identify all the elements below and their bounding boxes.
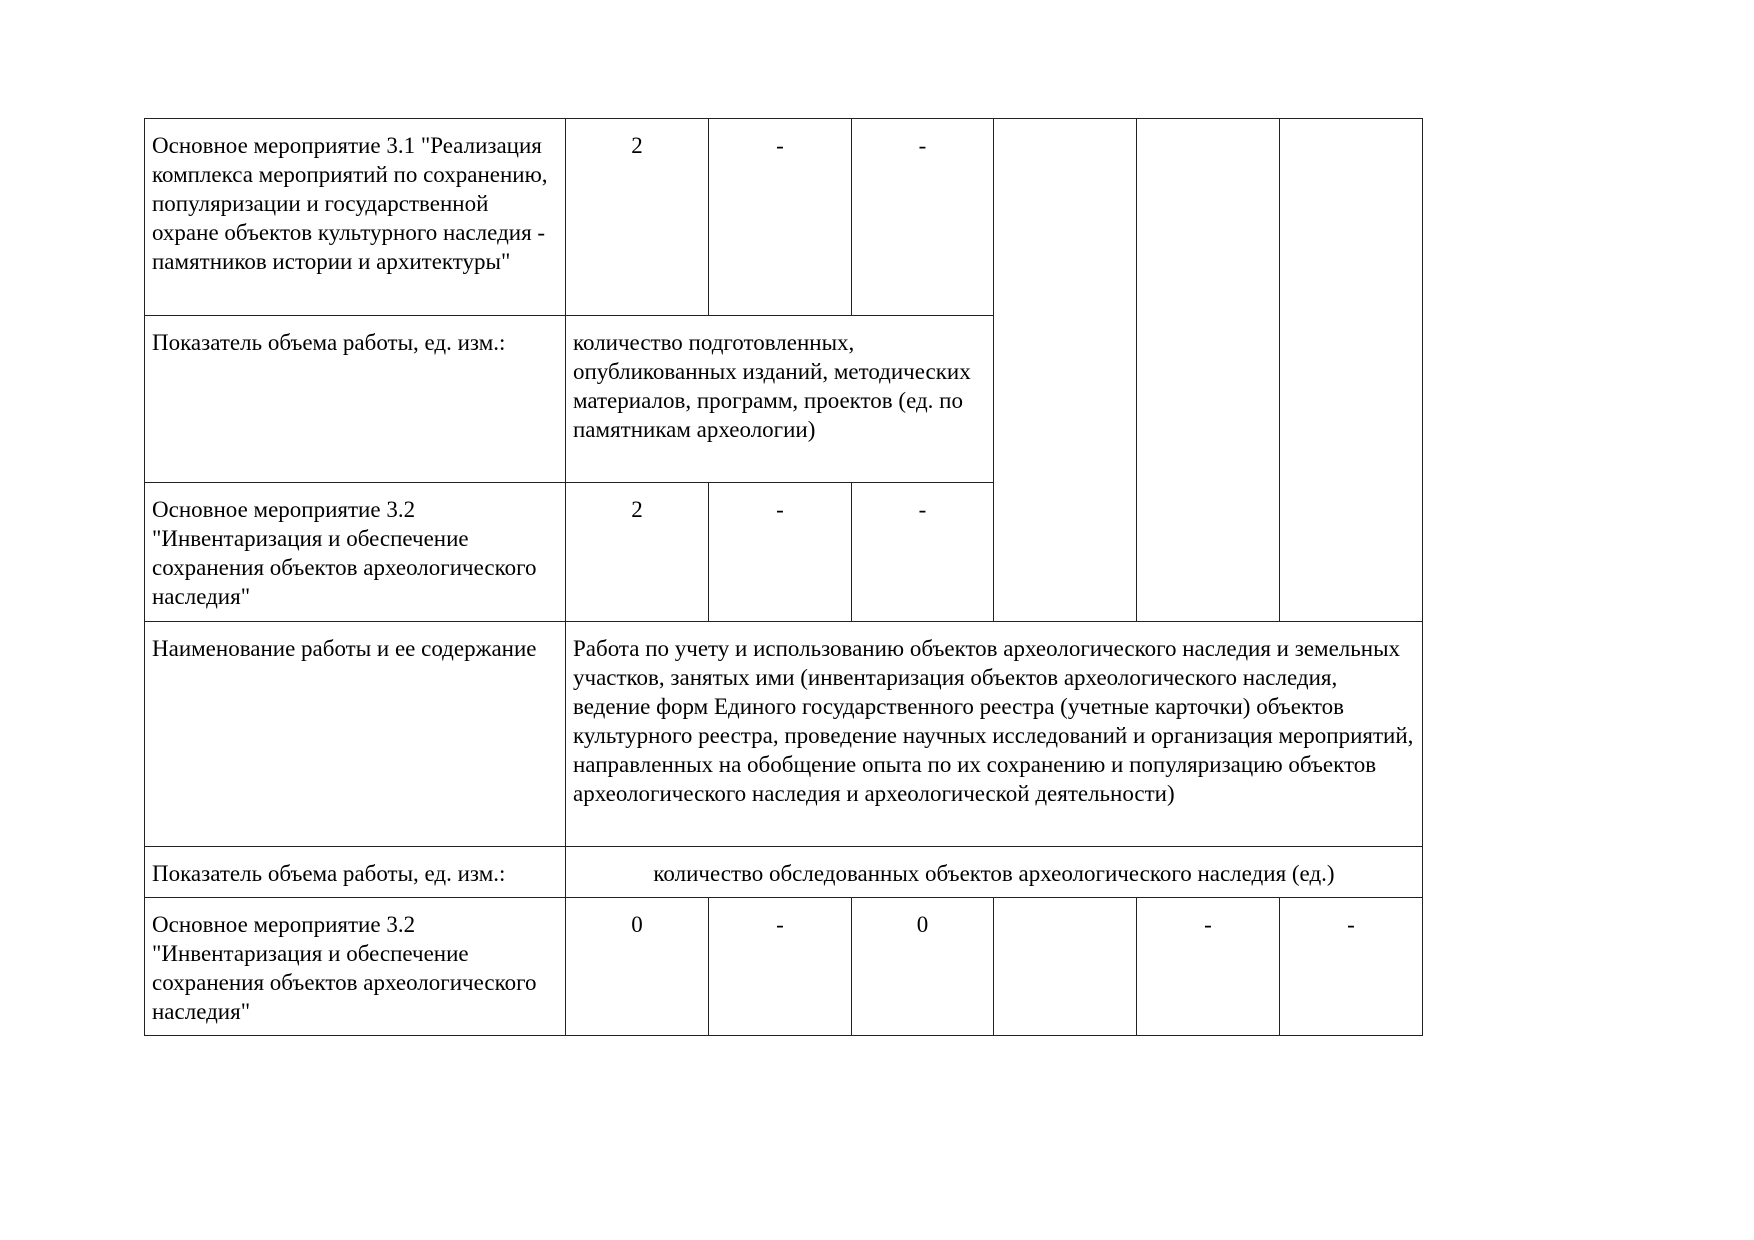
table-row: [145, 847, 1423, 898]
value-cell: -: [1280, 898, 1423, 1036]
value-cell: -: [852, 483, 994, 622]
value-cell: 0: [566, 898, 709, 1036]
unit-description: количество обследованных объектов археологического наследия (ед.): [566, 847, 1423, 898]
value-cell: -: [852, 119, 994, 316]
table-row: [145, 622, 1423, 847]
table-row: [145, 898, 1423, 1036]
value-cell: -: [709, 119, 852, 316]
value-cell: [994, 898, 1137, 1036]
value-cell: 2: [566, 119, 709, 316]
value-cell: -: [709, 898, 852, 1036]
row-label: Основное мероприятие 3.2 "Инвентаризация и обеспечение сохранения объектов археологического наследия": [145, 483, 566, 622]
table-row: [145, 119, 1423, 316]
empty-merged-cell: [1280, 119, 1423, 622]
empty-merged-cell: [994, 119, 1137, 622]
empty-merged-cell: [1137, 119, 1280, 622]
value-cell: -: [709, 483, 852, 622]
value-cell: -: [1137, 898, 1280, 1036]
unit-description: количество подготовленных, опубликованных изданий, методических материалов, программ, проектов (ед. по памятникам археологии): [566, 316, 994, 483]
row-label: Показатель объема работы, ед. изм.:: [145, 316, 566, 483]
value-cell: 2: [566, 483, 709, 622]
row-label: Показатель объема работы, ед. изм.:: [145, 847, 566, 898]
row-label: Наименование работы и ее содержание: [145, 622, 566, 847]
row-label: Основное мероприятие 3.2 "Инвентаризация и обеспечение сохранения объектов археологического наследия": [145, 898, 566, 1036]
data-table: [144, 118, 1423, 1036]
row-label: Основное мероприятие 3.1 "Реализация комплекса мероприятий по сохранению, популяризации и государственной охране объектов культурного наследия - памятников истории и архитектуры": [145, 119, 566, 316]
work-description: Работа по учету и использованию объектов археологического наследия и земельных участков, занятых ими (инвентаризация объектов археологического наследия, ведение форм Единого государственного реестра (учетные карточки) объектов культурного реестра, проведение научных исследований и организация мероприятий, направленных на обобщение опыта по их сохранению и популяризацию объектов археологического наследия и археологической деятельности): [566, 622, 1423, 847]
value-cell: 0: [852, 898, 994, 1036]
